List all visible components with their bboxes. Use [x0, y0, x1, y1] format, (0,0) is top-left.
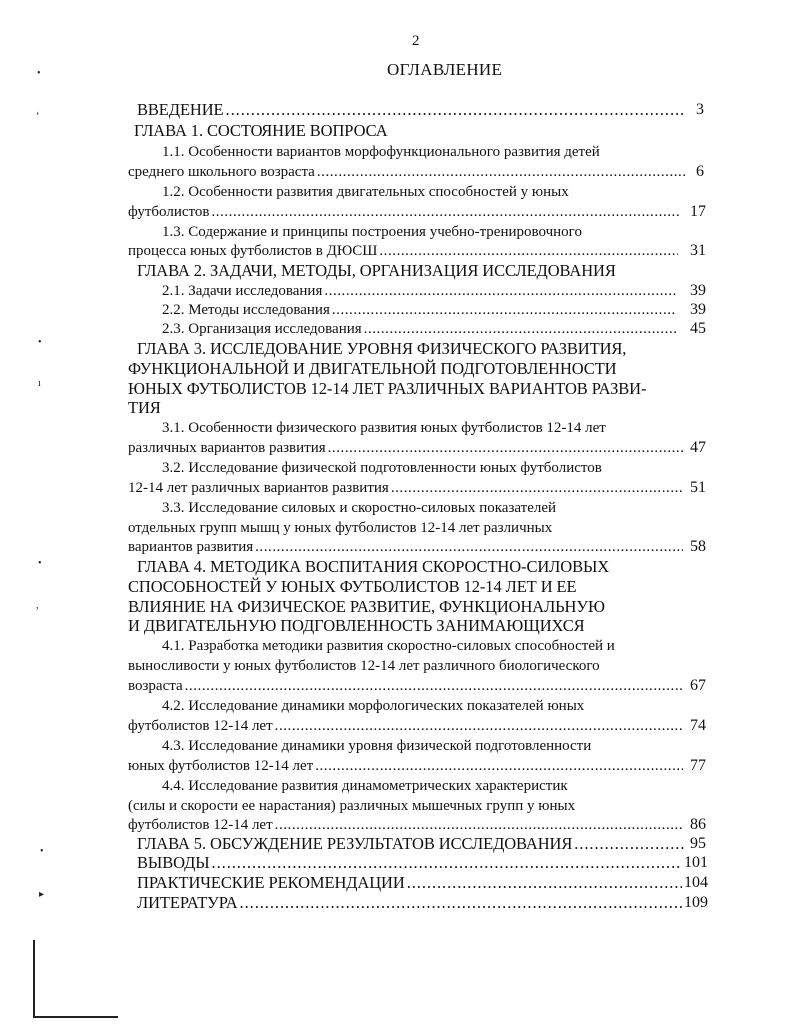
toc-entry: футболистов 12-14 лет . . . — [128, 716, 683, 736]
toc-page: 39 — [690, 282, 706, 299]
toc-page: 86 — [690, 816, 706, 833]
scan-mark: ▸ — [39, 889, 45, 900]
toc-entry: различных вариантов развития . . . — [128, 438, 683, 458]
toc-entry: 2.3. Организация исследования . . . — [162, 319, 677, 339]
toc-entry: 2.2. Методы исследования . . . — [162, 300, 677, 320]
toc-entry: ЛИТЕРАТУРА . . . — [137, 893, 682, 913]
toc-entry: (силы и скорости ее нарастания) различных мышечных групп у юных — [128, 798, 576, 814]
toc-entry: отдельных групп мышц у юных футболистов 12-14 лет различных — [128, 520, 553, 536]
toc-page: 45 — [690, 320, 706, 337]
toc-entry: ПРАКТИЧЕСКИЕ РЕКОМЕНДАЦИИ . . . — [137, 873, 682, 893]
toc-page: 67 — [690, 677, 706, 694]
toc-entry: ГЛАВА 1. СОСТОЯНИЕ ВОПРОСА — [134, 121, 388, 140]
toc-page: 3 — [696, 101, 704, 118]
toc-entry: 3.3. Исследование силовых и скоростно-силовых показателей — [162, 500, 557, 516]
toc-page: 47 — [690, 439, 706, 456]
toc-page: 74 — [690, 717, 706, 734]
page-number: 2 — [412, 33, 420, 49]
scan-border-left — [33, 940, 35, 1018]
toc-entry: вариантов развития . . . — [128, 537, 683, 557]
toc-entry: ВВЕДЕНИЕ . . . — [137, 100, 685, 120]
scan-border-bottom — [33, 1016, 118, 1018]
toc-entry: ГЛАВА 5. ОБСУЖДЕНИЕ РЕЗУЛЬТАТОВ ИССЛЕДОВАНИЯ . . . — [137, 834, 685, 854]
scan-mark: • — [40, 846, 44, 857]
toc-entry: 4.2. Исследование динамики морфологических показателей юных — [162, 698, 585, 714]
toc-entry: 12-14 лет различных вариантов развития . . . — [128, 478, 683, 498]
scan-mark: ʻ — [36, 111, 40, 122]
toc-page: 51 — [690, 479, 706, 496]
scan-mark: • — [38, 558, 42, 569]
toc-entry: 3.1. Особенности физического развития юных футболистов 12-14 лет — [162, 420, 606, 436]
toc-entry: 1.3. Содержание и принципы построения учебно-тренировочного — [162, 224, 582, 240]
toc-entry: ВЛИЯНИЕ НА ФИЗИЧЕСКОЕ РАЗВИТИЕ, ФУНКЦИОНАЛЬНУЮ — [128, 597, 605, 616]
toc-entry: ФУНКЦИОНАЛЬНОЙ И ДВИГАТЕЛЬНОЙ ПОДГОТОВЛЕННОСТИ — [128, 359, 617, 378]
toc-title: ОГЛАВЛЕНИЕ — [387, 60, 503, 79]
toc-page: 95 — [690, 835, 706, 852]
scan-mark: • — [38, 337, 42, 348]
toc-page: 104 — [684, 874, 708, 891]
toc-entry: 4.1. Разработка методики развития скоростно-силовых способностей и — [162, 638, 615, 654]
toc-entry: юных футболистов 12-14 лет . . . — [128, 756, 683, 776]
toc-entry: СПОСОБНОСТЕЙ У ЮНЫХ ФУТБОЛИСТОВ 12-14 ЛЕТ И ЕЕ — [128, 577, 577, 596]
toc-entry: среднего школьного возраста . . . — [128, 162, 685, 182]
toc-entry: ВЫВОДЫ . . . — [137, 853, 682, 873]
toc-entry: 1.2. Особенности развития двигательных способностей у юных — [162, 184, 569, 200]
toc-entry: ГЛАВА 2. ЗАДАЧИ, МЕТОДЫ, ОРГАНИЗАЦИЯ ИССЛЕДОВАНИЯ — [137, 261, 616, 280]
toc-entry: выносливости у юных футболистов 12-14 лет различного биологического — [128, 658, 600, 674]
toc-entry: 4.4. Исследование развития динамометрических характеристик — [162, 778, 568, 794]
toc-entry: И ДВИГАТЕЛЬНУЮ ПОДГОВЛЕННОСТЬ ЗАНИМАЮЩИХСЯ — [128, 616, 585, 635]
toc-page: 6 — [696, 163, 704, 180]
toc-entry: ТИЯ — [128, 398, 161, 417]
toc-entry: ЮНЫХ ФУТБОЛИСТОВ 12-14 ЛЕТ РАЗЛИЧНЫХ ВАРИАНТОВ РАЗВИ- — [128, 379, 647, 398]
toc-page: 101 — [684, 854, 708, 871]
toc-entry: 3.2. Исследование физической подготовленности юных футболистов — [162, 460, 602, 476]
toc-page: 77 — [690, 757, 706, 774]
toc-entry: процесса юных футболистов в ДЮСШ . . . — [128, 241, 678, 261]
toc-entry: 4.3. Исследование динамики уровня физической подготовленности — [162, 738, 592, 754]
toc-entry: футболистов . . . — [128, 202, 680, 222]
toc-entry: ГЛАВА 4. МЕТОДИКА ВОСПИТАНИЯ СКОРОСТНО-СИЛОВЫХ — [137, 557, 610, 576]
toc-entry: ГЛАВА 3. ИССЛЕДОВАНИЕ УРОВНЯ ФИЗИЧЕСКОГО РАЗВИТИЯ, — [137, 339, 627, 358]
toc-page: 17 — [690, 203, 706, 220]
toc-entry: возраста . . . — [128, 676, 683, 696]
toc-entry: футболистов 12-14 лет . . . — [128, 815, 683, 835]
toc-page: 109 — [684, 894, 708, 911]
toc-entry: 1.1. Особенности вариантов морфофункционального развития детей — [162, 144, 600, 160]
toc-page: 58 — [690, 538, 706, 555]
scan-mark: • — [37, 68, 41, 79]
scan-mark: , — [36, 600, 39, 611]
scan-mark: ı — [38, 378, 41, 389]
toc-page: 39 — [690, 301, 706, 318]
toc-page: 31 — [690, 242, 706, 259]
toc-entry: 2.1. Задачи исследования . . . — [162, 281, 677, 301]
